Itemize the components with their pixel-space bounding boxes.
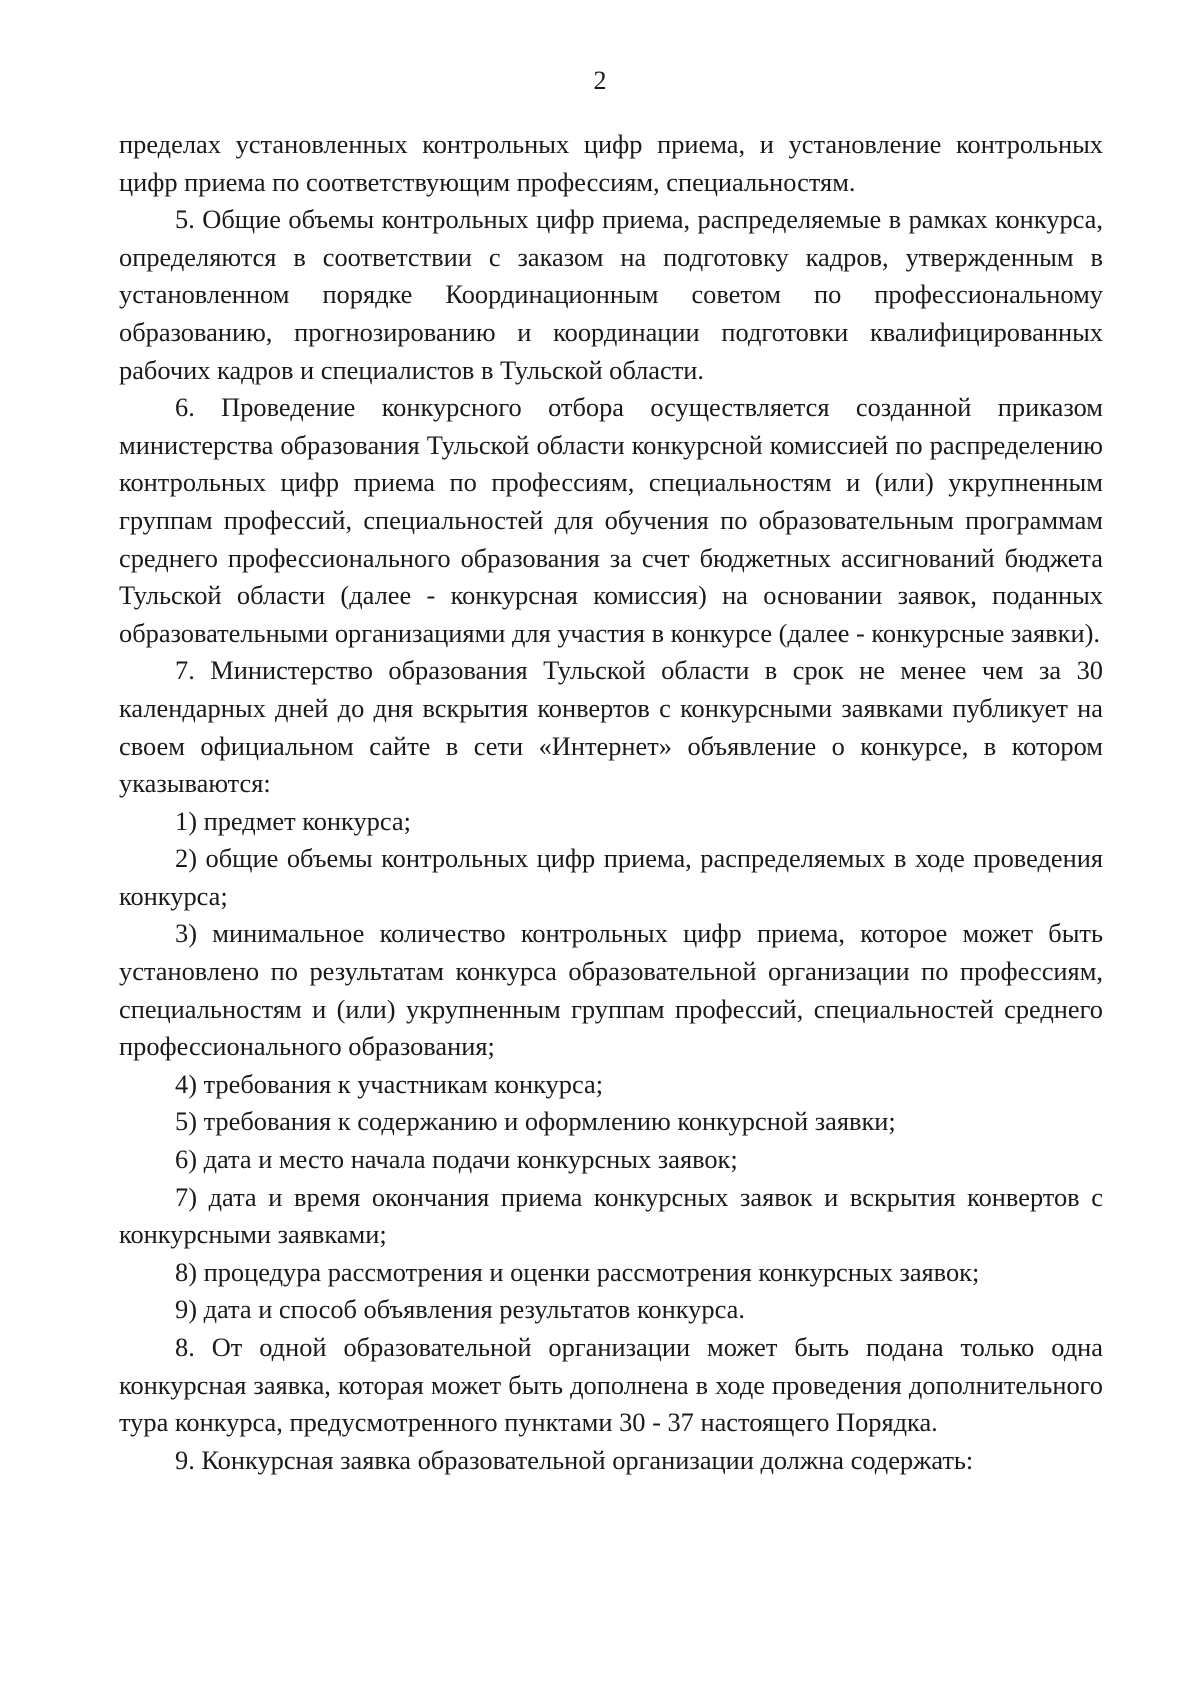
paragraph-item-5: 5. Общие объемы контрольных цифр приема, распределяемые в рамках конкурса, определяются в соответствии с заказом на подготовку кадров, утвержденным в установленном порядке Координационным советом по профессиональному образованию, прогнозированию и координации подготовки квалифицированных рабочих кадров и специалистов в Тульской области.: [119, 204, 1103, 385]
paragraph-item-7: 7. Министерство образования Тульской области в срок не менее чем за 30 календарных дней до дня вскрытия конвертов с конкурсными заявками публикует на своем официальном сайте в сети «Интернет» объявление о конкурсе, в котором указываются:: [119, 655, 1103, 799]
paragraph-item-6: 6. Проведение конкурсного отбора осуществляется созданной приказом министерства образования Тульской области конкурсной комиссией по распределению контрольных цифр приема по профессиям, специальностям и (или) укрупненным группам профессий, специальностей для обучения по образовательным программам среднего профессионального образования за счет бюджетных ассигнований бюджета Тульской области (далее - конкурсная комиссия) на основании заявок, поданных образовательными организациями для участия в конкурсе (далее - конкурсные заявки).: [119, 392, 1103, 648]
list-item-2: 2) общие объемы контрольных цифр приема, распределяемых в ходе проведения конкурса;: [119, 843, 1103, 911]
list-item-3: 3) минимальное количество контрольных цифр приема, которое может быть установлено по результатам конкурса образовательной организации по профессиям, специальностям и (или) укрупненным группам профессий, специальностей среднего профессионального образования;: [119, 918, 1103, 1062]
paragraph-continuation: пределах установленных контрольных цифр приема, и установление контрольных цифр приема по соответствующим профессиям, специальностям.: [119, 129, 1103, 197]
list-item-9: 9) дата и способ объявления результатов конкурса.: [175, 1294, 745, 1325]
list-item-1: 1) предмет конкурса;: [175, 805, 411, 836]
list-item-4: 4) требования к участникам конкурса;: [175, 1068, 604, 1099]
paragraph-item-9: 9. Конкурсная заявка образовательной организации должна содержать:: [175, 1444, 974, 1475]
paragraph-item-8: 8. От одной образовательной организации может быть подана только одна конкурсная заявка, которая может быть дополнена в ходе проведения дополнительного тура конкурса, предусмотренного пунктами 30 - 37 настоящего Порядка.: [119, 1332, 1103, 1438]
document-body: [119, 126, 1103, 1479]
page-number: 2: [593, 66, 607, 95]
list-item-6: 6) дата и место начала подачи конкурсных заявок;: [175, 1144, 738, 1175]
list-item-8: 8) процедура рассмотрения и оценки рассмотрения конкурсных заявок;: [175, 1256, 980, 1287]
list-item-5: 5) требования к содержанию и оформлению конкурсной заявки;: [175, 1106, 896, 1137]
list-item-7: 7) дата и время окончания приема конкурсных заявок и вскрытия конвертов с конкурсными заявками;: [119, 1181, 1103, 1250]
